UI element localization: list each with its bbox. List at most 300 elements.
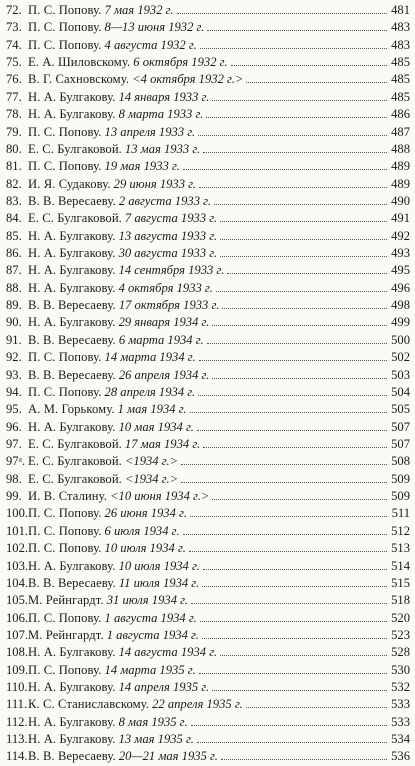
entry-number: 72. — [6, 3, 22, 17]
dot-leader — [200, 48, 387, 49]
entry-date: 1 августа 1934 г. — [104, 610, 197, 625]
entry-title — [28, 37, 197, 54]
entry-recipient: Н. А. Булгакову. — [28, 315, 116, 330]
toc-entries — [6, 2, 410, 766]
entry-page-number: 508 — [391, 454, 410, 469]
toc-entry — [6, 193, 410, 210]
entry-date: 7 мая 1932 г. — [104, 3, 174, 17]
entry-recipient: Н. А. Булгакову. — [28, 645, 116, 660]
entry-title — [28, 349, 196, 366]
entry-number: 92. — [6, 350, 22, 365]
entry-number: 104. — [6, 575, 29, 590]
entry-number: 91. — [6, 332, 22, 347]
toc-entry — [6, 505, 410, 522]
toc-entry — [6, 662, 410, 679]
entry-recipient: Е. С. Булгаковой. — [28, 141, 122, 156]
toc-entry — [6, 141, 410, 158]
entry-recipient: П. С. Попову. — [28, 541, 102, 556]
toc-entry — [6, 176, 410, 193]
entry-number: 108. — [6, 645, 29, 660]
entry-number: 114. — [6, 749, 28, 764]
entry-number: 78. — [6, 107, 22, 122]
dot-leader — [207, 343, 387, 344]
entry-date: 26 апреля 1934 г. — [118, 367, 210, 382]
entry-title — [28, 245, 217, 262]
entry-title — [28, 627, 199, 644]
entry-page-number: 512 — [391, 523, 410, 538]
entry-title — [28, 558, 200, 575]
dot-leader — [212, 378, 387, 379]
dot-leader — [231, 65, 387, 66]
entry-date: 6 октября 1932 г. — [133, 55, 228, 70]
dot-leader — [227, 273, 387, 274]
entry-page-number: 487 — [391, 124, 410, 139]
entry-title — [28, 471, 178, 488]
entry-number: 89. — [6, 298, 22, 313]
entry-number: 99. — [6, 489, 22, 504]
entry-title — [28, 262, 224, 279]
entry-title — [28, 662, 196, 679]
entry-date: 30 августа 1933 г. — [118, 246, 218, 261]
entry-date: 20—21 мая 1935 г. — [118, 749, 218, 764]
entry-page-number: 485 — [391, 89, 410, 104]
entry-number: 106. — [6, 610, 29, 625]
toc-entry — [6, 280, 410, 297]
toc-entry — [6, 384, 410, 401]
entry-date: 17 мая 1934 г. — [124, 436, 201, 451]
dot-leader — [206, 117, 387, 118]
entry-title — [28, 71, 243, 88]
entry-date: 10 мая 1934 г. — [118, 419, 194, 434]
entry-page-number: 492 — [391, 228, 410, 243]
toc-entry — [6, 37, 410, 54]
entry-recipient: Н. А. Булгакову. — [28, 714, 116, 729]
entry-title — [28, 401, 187, 418]
entry-recipient: Н. А. Булгакову. — [28, 107, 116, 122]
dot-leader — [220, 239, 387, 240]
entry-title — [28, 158, 180, 175]
entry-number: 110. — [6, 680, 28, 695]
entry-recipient: П. С. Попову. — [28, 523, 102, 538]
entry-title — [28, 193, 211, 210]
entry-page-number: 518 — [391, 593, 410, 608]
entry-recipient: И. В. Сталину. — [28, 489, 108, 504]
entry-recipient: П. С. Попову. — [28, 384, 102, 399]
entry-date: 14 августа 1934 г. — [118, 645, 218, 660]
entry-date: 13 мая 1933 г. — [124, 141, 201, 156]
entry-date: 26 июня 1934 г. — [104, 506, 187, 521]
entry-recipient: Н. А. Булгакову. — [28, 419, 116, 434]
entry-date: 13 августа 1933 г. — [118, 228, 218, 243]
entry-date: 1 мая 1934 г. — [117, 402, 187, 417]
toc-entry — [6, 158, 410, 175]
entry-recipient: Е. С. Булгаковой. — [28, 211, 122, 226]
toc-entry — [6, 627, 410, 644]
entry-title — [28, 575, 199, 592]
toc-entry — [6, 332, 410, 349]
entry-recipient: Н. А. Булгакову. — [28, 280, 116, 295]
toc-entry — [6, 106, 410, 123]
entry-date: <1934 г.> — [124, 454, 179, 469]
toc-entry — [6, 245, 410, 262]
toc-entry — [6, 401, 410, 418]
entry-title — [28, 592, 188, 609]
entry-title — [28, 332, 204, 349]
dot-leader — [212, 100, 387, 101]
entry-page-number: 499 — [391, 315, 410, 330]
entry-recipient: П. С. Попову. — [28, 37, 102, 52]
entry-number: 113. — [6, 732, 28, 747]
entry-number: 94. — [6, 384, 22, 399]
toc-entry — [6, 314, 410, 331]
toc-entry — [6, 19, 410, 36]
entry-date: 13 апреля 1933 г. — [104, 124, 196, 139]
entry-date: 6 июля 1934 г. — [104, 523, 180, 538]
dot-leader — [203, 152, 387, 153]
toc-entry — [6, 228, 410, 245]
entry-recipient: И. Я. Судакову. — [28, 176, 111, 191]
entry-title — [28, 453, 178, 470]
toc-entry — [6, 644, 410, 661]
entry-recipient: К. С. Станиславскому. — [28, 697, 150, 712]
entry-number: 73. — [6, 20, 22, 35]
entry-title — [28, 714, 188, 731]
entry-date: 14 марта 1934 г. — [104, 350, 196, 365]
toc-entry — [6, 696, 410, 713]
entry-page-number: 486 — [391, 107, 410, 122]
entry-title — [28, 210, 217, 227]
entry-page-number: 495 — [391, 263, 410, 278]
entry-number: 107. — [6, 627, 29, 642]
entry-title — [28, 696, 243, 713]
entry-date: 1 августа 1934 г. — [106, 627, 199, 642]
entry-number: 83. — [6, 193, 22, 208]
entry-recipient: П. С. Попову. — [28, 20, 102, 35]
entry-recipient: В. Г. Сахновскому. — [28, 72, 130, 87]
entry-recipient: Н. А. Булгакову. — [28, 680, 116, 695]
entry-title — [28, 748, 218, 765]
entry-title — [28, 679, 209, 696]
entry-date: 10 июля 1934 г. — [118, 558, 200, 573]
entry-title — [28, 54, 228, 71]
dot-leader — [214, 204, 387, 205]
dot-leader — [220, 655, 387, 656]
dot-leader — [183, 169, 387, 170]
toc-entry — [6, 210, 410, 227]
entry-page-number: 513 — [391, 541, 410, 556]
entry-number: 86. — [6, 246, 22, 261]
dot-leader — [190, 516, 387, 517]
entry-number: 76. — [6, 72, 22, 87]
dot-leader — [212, 690, 387, 691]
entry-number: 109. — [6, 662, 29, 677]
dot-leader — [221, 759, 387, 760]
toc-entry — [6, 262, 410, 279]
entry-page-number: 509 — [391, 471, 410, 486]
entry-title — [28, 488, 209, 505]
entry-title — [28, 176, 196, 193]
toc-entry — [6, 471, 410, 488]
entry-title — [28, 436, 200, 453]
dot-leader — [189, 551, 387, 552]
entry-date: 11 июля 1934 г. — [118, 575, 200, 590]
dot-leader — [199, 360, 387, 361]
dot-leader — [207, 30, 387, 31]
entry-page-number: 505 — [391, 402, 410, 417]
entry-date: 19 мая 1933 г. — [104, 159, 180, 174]
dot-leader — [203, 447, 387, 448]
entry-recipient: Н. А. Булгакову. — [28, 263, 116, 278]
entry-title — [28, 419, 194, 436]
entry-page-number: 532 — [391, 680, 410, 695]
entry-title — [28, 280, 213, 297]
entry-title — [28, 141, 200, 158]
entry-number: 77. — [6, 89, 22, 104]
dot-leader — [212, 325, 387, 326]
entry-recipient: П. С. Попову. — [28, 159, 102, 174]
table-of-contents — [6, 2, 410, 766]
entry-page-number: 520 — [391, 610, 410, 625]
entry-date: 8 марта 1933 г. — [118, 107, 204, 122]
entry-recipient: В. В. Вересаеву. — [28, 575, 116, 590]
entry-title — [28, 297, 219, 314]
toc-entry — [6, 436, 410, 453]
entry-date: 31 июля 1934 г. — [106, 593, 189, 608]
entry-date: <1934 г.> — [124, 471, 179, 486]
entry-number: 100. — [6, 506, 29, 521]
entry-page-number: 528 — [391, 645, 410, 660]
entry-recipient: П. С. Попову. — [28, 3, 102, 17]
entry-page-number: 481 — [391, 3, 410, 17]
entry-page-number: 488 — [391, 141, 410, 156]
entry-title — [28, 124, 195, 141]
entry-title — [28, 106, 203, 123]
entry-date: 8 мая 1935 г. — [118, 714, 188, 729]
entry-number: 98. — [6, 471, 22, 486]
entry-date: 14 января 1933 г. — [118, 89, 210, 104]
entry-page-number: 533 — [391, 714, 410, 729]
entry-recipient: Е. С. Булгаковой. — [28, 454, 122, 469]
entry-recipient: Н. А. Булгакову. — [28, 246, 116, 261]
entry-page-number: 496 — [391, 280, 410, 295]
entry-page-number: 511 — [391, 506, 410, 521]
entry-title — [28, 19, 204, 36]
entry-number: 97. — [6, 436, 22, 451]
entry-page-number: 507 — [391, 419, 410, 434]
entry-recipient: П. С. Попову. — [28, 350, 102, 365]
entry-title — [28, 228, 217, 245]
entry-page-number: 507 — [391, 436, 410, 451]
entry-number: 112. — [6, 714, 28, 729]
entry-page-number: 536 — [391, 749, 410, 764]
dot-leader — [216, 291, 387, 292]
entry-number: 96. — [6, 419, 22, 434]
dot-leader — [197, 742, 387, 743]
entry-date: 29 июня 1933 г. — [113, 176, 197, 191]
entry-date: 6 марта 1934 г. — [118, 332, 204, 347]
entry-date: 17 октября 1933 г. — [118, 298, 220, 313]
dot-leader — [191, 603, 387, 604]
entry-page-number: 485 — [391, 55, 410, 70]
entry-date: 2 августа 1933 г. — [118, 193, 212, 208]
entry-number: 81. — [6, 159, 22, 174]
entry-recipient: Е. А. Шиловскому. — [28, 55, 131, 70]
entry-page-number: 489 — [391, 159, 410, 174]
toc-entry — [6, 540, 410, 557]
dot-leader — [181, 464, 387, 465]
entry-page-number: 483 — [391, 20, 410, 35]
entry-number: 88. — [6, 280, 22, 295]
entry-date: <4 октября 1932 г.> — [132, 72, 244, 87]
dot-leader — [199, 673, 387, 674]
entry-date: 4 августа 1932 г. — [104, 37, 197, 52]
entry-page-number: 509 — [391, 489, 410, 504]
dot-leader — [202, 586, 387, 587]
entry-title — [28, 644, 217, 661]
dot-leader — [246, 82, 387, 83]
entry-recipient: В. В. Вересаеву. — [28, 298, 116, 313]
entry-date: 14 сентября 1933 г. — [118, 263, 225, 278]
entry-number: 95. — [6, 402, 22, 417]
entry-number: 102. — [6, 541, 29, 556]
entry-recipient: П. С. Попову. — [28, 662, 102, 677]
entry-date: 8—13 июня 1932 г. — [104, 20, 205, 35]
dot-leader — [222, 308, 387, 309]
entry-recipient: П. С. Попову. — [28, 506, 102, 521]
entry-date: 29 января 1934 г. — [118, 315, 210, 330]
entry-recipient: А. М. Горькому. — [28, 402, 115, 417]
entry-title — [28, 2, 174, 19]
toc-entry — [6, 523, 410, 540]
entry-page-number: 493 — [391, 246, 410, 261]
entry-page-number: 523 — [391, 627, 410, 642]
dot-leader — [199, 187, 387, 188]
entry-recipient: Н. А. Булгакову. — [28, 558, 116, 573]
entry-date: 4 октября 1933 г. — [118, 280, 213, 295]
entry-recipient: Н. А. Булгакову. — [28, 89, 116, 104]
toc-entry — [6, 419, 410, 436]
entry-page-number: 491 — [391, 211, 410, 226]
dot-leader — [181, 482, 387, 483]
dot-leader — [183, 534, 387, 535]
entry-page-number: 500 — [391, 332, 410, 347]
toc-entry — [6, 592, 410, 609]
entry-page-number: 503 — [391, 367, 410, 382]
toc-entry — [6, 714, 410, 731]
entry-recipient: Е. С. Булгаковой. — [28, 471, 122, 486]
entry-title — [28, 384, 195, 401]
toc-entry — [6, 71, 410, 88]
entry-title — [28, 89, 209, 106]
entry-number: 75. — [6, 55, 22, 70]
entry-page-number: 530 — [391, 662, 410, 677]
entry-recipient: В. В. Вересаеву. — [28, 749, 116, 764]
dot-leader — [190, 412, 387, 413]
dot-leader — [220, 221, 387, 222]
toc-entry — [6, 349, 410, 366]
entry-page-number: 498 — [391, 298, 410, 313]
entry-number: 90. — [6, 315, 22, 330]
entry-page-number: 483 — [391, 37, 410, 52]
entry-date: 10 июля 1934 г. — [104, 541, 186, 556]
entry-recipient: Н. А. Булгакову. — [28, 228, 116, 243]
entry-title — [28, 505, 187, 522]
entry-title — [28, 314, 209, 331]
entry-number: 97ᵃ. — [6, 454, 26, 469]
dot-leader — [246, 707, 387, 708]
entry-recipient: В. В. Вересаеву. — [28, 332, 116, 347]
entry-recipient: П. С. Попову. — [28, 124, 102, 139]
toc-entry — [6, 124, 410, 141]
dot-leader — [191, 725, 387, 726]
toc-entry — [6, 679, 410, 696]
entry-number: 103. — [6, 558, 29, 573]
toc-entry — [6, 731, 410, 748]
entry-number: 87. — [6, 263, 22, 278]
entry-recipient: В. В. Вересаеву. — [28, 193, 116, 208]
entry-recipient: М. Рейнгардт. — [28, 593, 104, 608]
entry-recipient: М. Рейнгардт. — [28, 627, 104, 642]
entry-recipient: П. С. Попову. — [28, 610, 102, 625]
entry-title — [28, 523, 180, 540]
entry-date: 28 апреля 1934 г. — [104, 384, 196, 399]
entry-date: 14 марта 1935 г. — [104, 662, 196, 677]
entry-title — [28, 367, 209, 384]
entry-date: 7 августа 1933 г. — [124, 211, 218, 226]
toc-entry — [6, 54, 410, 71]
entry-date: 13 мая 1935 г. — [118, 732, 194, 747]
entry-title — [28, 540, 186, 557]
entry-number: 105. — [6, 593, 29, 608]
toc-entry — [6, 297, 410, 314]
entry-page-number: 490 — [391, 193, 410, 208]
entry-date: 14 апреля 1935 г. — [118, 680, 210, 695]
entry-number: 79. — [6, 124, 22, 139]
dot-leader — [203, 569, 387, 570]
entry-title — [28, 731, 194, 748]
entry-page-number: 504 — [391, 384, 410, 399]
entry-recipient: Е. С. Булгаковой. — [28, 436, 122, 451]
entry-number: 93. — [6, 367, 22, 382]
entry-recipient: Н. А. Булгакову. — [28, 732, 116, 747]
entry-date: <10 июня 1934 г.> — [110, 489, 210, 504]
toc-entry — [6, 2, 410, 19]
entry-title — [28, 610, 197, 627]
toc-entry — [6, 367, 410, 384]
entry-page-number: 515 — [391, 575, 410, 590]
toc-entry — [6, 610, 410, 627]
entry-recipient: В. В. Вересаеву. — [28, 367, 116, 382]
toc-entry — [6, 558, 410, 575]
dot-leader — [200, 621, 387, 622]
dot-leader — [198, 395, 387, 396]
dot-leader — [220, 256, 387, 257]
entry-page-number: 502 — [391, 350, 410, 365]
entry-page-number: 534 — [391, 732, 410, 747]
dot-leader — [212, 499, 387, 500]
entry-date: 22 апреля 1935 г. — [152, 697, 243, 712]
entry-number: 74. — [6, 37, 22, 52]
toc-entry — [6, 453, 410, 470]
entry-number: 84. — [6, 211, 22, 226]
dot-leader — [198, 135, 387, 136]
entry-page-number: 485 — [391, 72, 410, 87]
entry-page-number: 489 — [391, 176, 410, 191]
dot-leader — [177, 13, 387, 14]
entry-page-number: 533 — [391, 697, 410, 712]
toc-entry — [6, 89, 410, 106]
entry-page-number: 514 — [391, 558, 410, 573]
